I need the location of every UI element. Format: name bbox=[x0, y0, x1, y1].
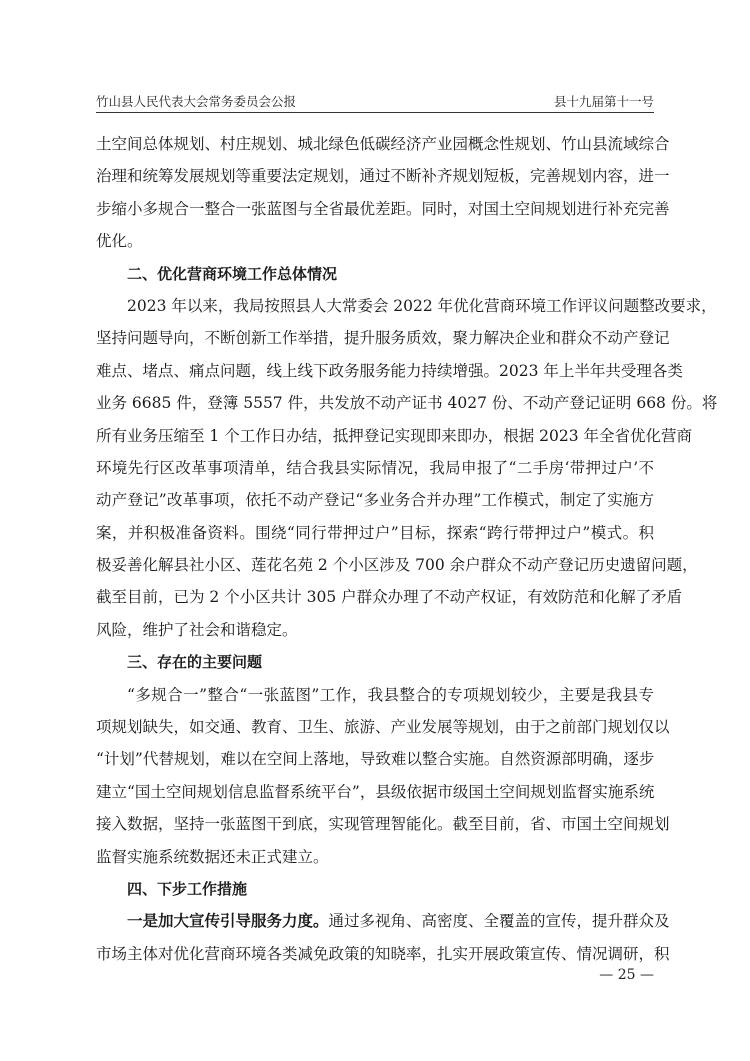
text-line: 动产登记”改革事项，依托不动产登记“多业务合并办理”工作模式，制定了实施方 bbox=[96, 491, 654, 510]
text-line: 环境先行区改革事项清单，结合我县实际情况，我局申报了“二手房‘带押过户’不 bbox=[96, 458, 654, 477]
text-line: 优化。 bbox=[96, 232, 143, 251]
text-line: 监督实施系统数据还未正式建立。 bbox=[96, 847, 329, 866]
text-line: 市场主体对优化营商环境各类减免政策的知晓率，扎实开展政策宣传、情况调研，积 bbox=[96, 944, 670, 963]
section-heading-4: 四、下步工作措施 bbox=[127, 879, 248, 898]
section-heading-3: 三、存在的主要问题 bbox=[127, 653, 263, 672]
text-line: 难点、堵点、痛点问题，线上线下政务服务能力持续增强。2023 年上半年共受理各类 bbox=[96, 361, 683, 380]
text-line: “多规合一”整合“一张蓝图”工作，我县整合的专项规划较少，主要是我县专 bbox=[127, 685, 654, 704]
text-line: 极妥善化解县社小区、莲花名苑 2 个小区涉及 700 余户群众不动产登记历史遗留问题， bbox=[96, 556, 698, 575]
text-line: 2023 年以来，我局按照县人大常委会 2022 年优化营商环境工作评议问题整改要求， bbox=[127, 296, 717, 315]
text-line: 截至目前，已为 2 个小区共计 305 户群众办理了不动产权证，有效防范和化解了矛盾 bbox=[96, 588, 683, 607]
text-line: 接入数据，坚持一张蓝图干到底，实现管理智能化。截至目前，省、市国土空间规划 bbox=[96, 815, 670, 834]
page-number: — 25 — bbox=[599, 967, 654, 983]
text-line: 步缩小多规合一整合一张蓝图与全省最优差距。同时，对国土空间规划进行补充完善 bbox=[96, 199, 670, 218]
text-line: 治理和统筹发展规划等重要法定规划，通过不断补齐规划短板，完善规划内容，进一 bbox=[96, 167, 670, 186]
text-line bbox=[96, 905, 670, 937]
measure-one-lead: 一是加大宣传引导服务力度。 bbox=[127, 912, 329, 931]
measure-one-text: 通过多视角、高密度、全覆盖的宣传，提升群众及 bbox=[328, 912, 670, 931]
header-divider bbox=[96, 112, 654, 113]
text-line: 项规划缺失，如交通、教育、卫生、旅游、产业发展等规划，由于之前部门规划仅以 bbox=[96, 718, 670, 737]
text-line: 业务 6685 件，登簿 5557 件，共发放不动产证书 4027 份、不动产登记证明 668 份。将 bbox=[96, 394, 718, 413]
issue-number: 县十九届第十一号 bbox=[553, 94, 654, 109]
text-line: 风险，维护了社会和谐稳定。 bbox=[96, 620, 298, 639]
text-line: 所有业务压缩至 1 个工作日办结，抵押登记实现即来即办，根据 2023 年全省优化营商 bbox=[96, 426, 693, 445]
section-heading-2: 二、优化营商环境工作总体情况 bbox=[127, 264, 338, 283]
text-line: 土空间总体规划、村庄规划、城北绿色低碳经济产业园概念性规划、竹山县流域综合 bbox=[96, 135, 670, 153]
gazette-title: 竹山县人民代表大会常务委员会公报 bbox=[96, 94, 297, 109]
text-line: 建立“国土空间规划信息监督系统平台”，县级依据市级国土空间规划监督实施系统 bbox=[96, 782, 655, 801]
text-line: 坚持问题导向，不断创新工作举措，提升服务质效，聚力解决企业和群众不动产登记 bbox=[96, 329, 670, 348]
text-line: “计划”代替规划，难以在空间上落地，导致难以整合实施。自然资源部明确，逐步 bbox=[96, 750, 655, 769]
text-line: 案，并积极准备资料。围绕“同行带押过户”目标，探索“跨行带押过户”模式。积 bbox=[96, 523, 654, 542]
page-header bbox=[96, 86, 654, 110]
document-body bbox=[96, 128, 718, 970]
